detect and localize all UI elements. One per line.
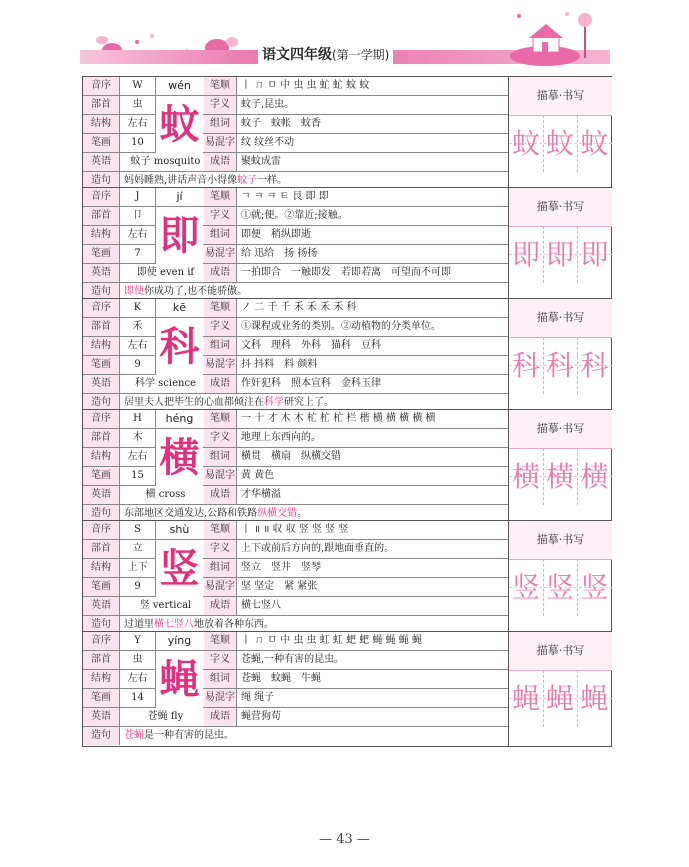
yinxu-value: H: [120, 410, 156, 428]
bushou-value: 木: [120, 429, 156, 447]
label-yingyu: 英语: [83, 153, 120, 171]
zaoju-highlight: 纵横交错: [257, 508, 298, 519]
yinxu-value: K: [120, 299, 156, 317]
bihua-value: 9: [120, 578, 156, 596]
jiegou-value: 左右: [120, 226, 156, 244]
trace-character[interactable]: 即: [509, 226, 544, 283]
practice-heading: 描摹·书写: [509, 632, 612, 671]
label-bushou: 部首: [83, 540, 120, 558]
label-bihua: 笔画: [83, 578, 120, 596]
label-yingyu: 英语: [83, 264, 120, 282]
label-jiegou: 结构: [83, 559, 120, 577]
bihua-value: 14: [120, 689, 156, 707]
label-yihunzi: 易混字: [204, 134, 237, 152]
yingyu-value: 即使 even if: [120, 264, 208, 282]
zuci-value: 竖立 竖井 竖琴: [241, 562, 321, 573]
label-bihua: 笔画: [83, 356, 120, 374]
zuci-value: 横贯 横扇 纵横交错: [241, 451, 341, 462]
label-ziyi: 字义: [204, 540, 237, 558]
label-bihua: 笔画: [83, 467, 120, 485]
label-bushou: 部首: [83, 429, 120, 447]
label-yinxu: 音序: [83, 77, 120, 95]
pinyin: shù: [156, 521, 203, 539]
label-yinxu: 音序: [83, 299, 120, 317]
big-character: 科: [156, 318, 203, 375]
practice-heading: 描摹·书写: [509, 410, 612, 449]
trace-character[interactable]: 即: [543, 226, 578, 283]
trace-character[interactable]: 蚊: [543, 115, 578, 172]
yihunzi-value: 黄 黄色: [241, 470, 275, 481]
label-chengyu: 成语: [204, 597, 237, 615]
trace-character[interactable]: 蚊: [580, 127, 609, 160]
label-zaoju: 造句: [83, 505, 120, 523]
label-zuci: 组词: [204, 448, 237, 466]
zaoju-pre: 过道里: [124, 619, 154, 630]
label-jiegou: 结构: [83, 337, 120, 355]
ziyi-value: 地理上东西向的。: [241, 432, 321, 443]
chengyu-value: 蝇营狗苟: [241, 711, 281, 722]
yinxu-value: W: [120, 77, 156, 95]
zaoju-highlight: 即使: [124, 286, 144, 297]
pinyin: yíng: [156, 632, 203, 650]
label-zuci: 组词: [204, 337, 237, 355]
big-character: 蝇: [156, 651, 203, 708]
label-yingyu: 英语: [83, 597, 120, 615]
label-bushou: 部首: [83, 207, 120, 225]
label-jiegou: 结构: [83, 448, 120, 466]
character-block: [82, 631, 612, 747]
label-bushou: 部首: [83, 651, 120, 669]
zuci-value: 苍蝇 蚊蝇 牛蝇: [241, 673, 321, 684]
label-bihua: 笔画: [83, 245, 120, 263]
label-bishun: 笔顺: [204, 632, 237, 650]
page-title: [258, 44, 393, 64]
label-zuci: 组词: [204, 670, 237, 688]
label-yingyu: 英语: [83, 375, 120, 393]
ziyi-value: ①就;便。②靠近;接触。: [241, 210, 348, 221]
bihua-value: 15: [120, 467, 156, 485]
label-bishun: 笔顺: [204, 299, 237, 317]
yihunzi-value: 坚 坚定 紧 紧张: [241, 581, 318, 592]
practice-heading: 描摹·书写: [509, 188, 612, 227]
label-jiegou: 结构: [83, 226, 120, 244]
big-character: 横: [156, 429, 203, 486]
trace-character[interactable]: 横: [509, 448, 544, 505]
zaoju-highlight: 苍蝇: [124, 730, 144, 741]
trace-character[interactable]: 横: [543, 448, 578, 505]
bishun-value: ノ 二 千 千 禾 禾 禾 禾 科: [241, 302, 357, 313]
pinyin: kē: [156, 299, 203, 317]
jiegou-value: 左右: [120, 670, 156, 688]
bishun-value: 丨 ㄇ ㅁ 中 虫 虫 虻 虻 蚊 蚊: [241, 80, 370, 91]
bishun-value: 丨 ㄇ ㅁ 中 虫 虫 虹 虹 蚆 蚆 蝇 蝇 蝇 蝇: [241, 635, 422, 646]
label-yinxu: 音序: [83, 632, 120, 650]
yinxu-value: J: [120, 188, 156, 206]
yingyu-value: 苍蝇 fly: [120, 708, 208, 726]
label-yinxu: 音序: [83, 410, 120, 428]
label-bishun: 笔顺: [204, 410, 237, 428]
practice-grid: [509, 337, 612, 394]
zaoju-post: 研究上了。: [284, 397, 334, 408]
zaoju-highlight: 科学: [264, 397, 284, 408]
ziyi-value: 蚊子,昆虫。: [241, 99, 295, 110]
yingyu-value: 科学 science: [120, 375, 208, 393]
yihunzi-value: 绳 绳子: [241, 692, 275, 703]
zaoju-pre: 居里夫人把毕生的心血都倾注在: [124, 397, 264, 408]
label-zuci: 组词: [204, 115, 237, 133]
label-zaoju: 造句: [83, 283, 120, 301]
zuci-value: 文科 理科 外科 猫科 豆科: [241, 340, 381, 351]
trace-character[interactable]: 即: [580, 238, 609, 271]
practice-area: [508, 521, 612, 635]
bushou-value: 立: [120, 540, 156, 558]
practice-grid: [509, 448, 612, 505]
character-block: [82, 187, 612, 303]
zaoju-pre: 妈妈睡熟,讲话声音小得像: [124, 175, 238, 186]
label-yinxu: 音序: [83, 521, 120, 539]
practice-grid: [509, 115, 612, 172]
character-block: [82, 520, 612, 636]
zaoju-post: 一样。: [257, 175, 288, 186]
yihunzi-value: 给 迅给 扬 扬扬: [241, 248, 318, 259]
zaoju-post: 。: [297, 508, 308, 519]
big-character: 即: [156, 207, 203, 264]
practice-grid: [509, 226, 612, 283]
label-jiegou: 结构: [83, 670, 120, 688]
yingyu-value: 蚊子 mosquito: [120, 153, 208, 171]
label-chengyu: 成语: [204, 708, 237, 726]
practice-area: [508, 410, 612, 524]
ziyi-value: 苍蝇,一种有害的昆虫。: [241, 654, 345, 665]
label-zuci: 组词: [204, 226, 237, 244]
trace-character[interactable]: 横: [580, 460, 609, 493]
practice-area: [508, 632, 612, 746]
practice-grid: [509, 559, 612, 616]
jiegou-value: 左右: [120, 115, 156, 133]
house-decoration-icon: [505, 8, 605, 68]
label-yingyu: 英语: [83, 486, 120, 504]
label-bihua: 笔画: [83, 689, 120, 707]
bushou-value: 禾: [120, 318, 156, 336]
character-block: [82, 409, 612, 525]
bushou-value: 虫: [120, 96, 156, 114]
zaoju-highlight: 横七竖八: [154, 619, 194, 630]
label-zaoju: 造句: [83, 172, 120, 190]
label-yihunzi: 易混字: [204, 578, 237, 596]
character-block: [82, 76, 612, 192]
chengyu-value: 一拍即合 一触即发 若即若离 可望而不可即: [241, 267, 451, 278]
zuci-value: 蚊子 蚊帐 蚊香: [241, 118, 321, 129]
label-bishun: 笔顺: [204, 188, 237, 206]
label-chengyu: 成语: [204, 153, 237, 171]
label-chengyu: 成语: [204, 264, 237, 282]
zaoju-post: 地放着各种东西。: [194, 619, 274, 630]
trace-character[interactable]: 蚊: [509, 115, 544, 172]
bushou-value: 虫: [120, 651, 156, 669]
ziyi-value: 上下或前后方向的,跟地面垂直的。: [241, 543, 395, 554]
trace-character[interactable]: 蝇: [580, 682, 609, 715]
yingyu-value: 横 cross: [120, 486, 208, 504]
practice-area: [508, 77, 612, 191]
title-text: 语文四年级: [262, 47, 332, 63]
zaoju-post: 是一种有害的昆虫。: [144, 730, 234, 741]
bushou-value: 卩: [120, 207, 156, 225]
pinyin: jí: [156, 188, 203, 206]
label-chengyu: 成语: [204, 486, 237, 504]
big-character: 竖: [156, 540, 203, 597]
label-bushou: 部首: [83, 318, 120, 336]
big-character: 蚊: [156, 96, 203, 153]
bishun-value: 丨 ॥ ॥ 収 収 竖 竖 竖 竖: [241, 524, 349, 535]
trace-character[interactable]: 竖: [580, 571, 609, 604]
bihua-value: 7: [120, 245, 156, 263]
jiegou-value: 左右: [120, 337, 156, 355]
label-chengyu: 成语: [204, 375, 237, 393]
ziyi-value: ①课程或业务的类别。②动植物的分类单位。: [241, 321, 441, 332]
label-ziyi: 字义: [204, 651, 237, 669]
label-ziyi: 字义: [204, 318, 237, 336]
pinyin: wén: [156, 77, 203, 95]
trace-character[interactable]: 蝇: [543, 670, 578, 727]
label-yihunzi: 易混字: [204, 245, 237, 263]
chengyu-value: 作奸犯科 照本宣科 金科玉律: [241, 378, 381, 389]
label-zuci: 组词: [204, 559, 237, 577]
pinyin: héng: [156, 410, 203, 428]
zaoju-highlight: 蚊子: [237, 175, 258, 186]
practice-area: [508, 299, 612, 413]
zaoju-pre: 东部地区交通发达,公路和铁路: [124, 508, 258, 519]
label-zaoju: 造句: [83, 727, 120, 745]
practice-grid: [509, 670, 612, 727]
practice-heading: 描摹·书写: [509, 77, 612, 116]
label-bishun: 笔顺: [204, 77, 237, 95]
label-ziyi: 字义: [204, 207, 237, 225]
practice-heading: 描摹·书写: [509, 299, 612, 338]
chengyu-value: 聚蚊成雷: [241, 156, 281, 167]
zaoju-post: 你成功了,也不能骄傲。: [144, 286, 248, 297]
label-yihunzi: 易混字: [204, 689, 237, 707]
label-zaoju: 造句: [83, 394, 120, 412]
yinxu-value: S: [120, 521, 156, 539]
yihunzi-value: 抖 抖料 料 颜料: [241, 359, 318, 370]
practice-heading: 描摹·书写: [509, 521, 612, 560]
label-jiegou: 结构: [83, 115, 120, 133]
label-ziyi: 字义: [204, 429, 237, 447]
label-yihunzi: 易混字: [204, 467, 237, 485]
bishun-value: 一 十 才 木 木 杧 杧 杧 栏 楷 横 横 横 横 横: [241, 413, 436, 424]
yinxu-value: Y: [120, 632, 156, 650]
chengyu-value: 才华横溢: [241, 489, 281, 500]
label-bishun: 笔顺: [204, 521, 237, 539]
zaoju-sentence: [120, 727, 512, 745]
trace-character[interactable]: 科: [509, 337, 544, 394]
yihunzi-value: 纹 纹丝不动: [241, 137, 295, 148]
jiegou-value: 上下: [120, 559, 156, 577]
label-bihua: 笔画: [83, 134, 120, 152]
label-ziyi: 字义: [204, 96, 237, 114]
trace-character[interactable]: 科: [580, 349, 609, 382]
trace-character[interactable]: 科: [543, 337, 578, 394]
bishun-value: ㄱ ㅋ ㅋ ㅌ 艮 即 即: [241, 191, 329, 202]
label-bushou: 部首: [83, 96, 120, 114]
trace-character[interactable]: 竖: [509, 559, 544, 616]
yingyu-value: 竖 vertical: [120, 597, 208, 615]
bihua-value: 9: [120, 356, 156, 374]
label-yingyu: 英语: [83, 708, 120, 726]
title-subtitle: (第一学期): [332, 48, 390, 62]
page-number: — 43 —: [319, 832, 370, 847]
trace-character[interactable]: 竖: [543, 559, 578, 616]
zuci-value: 即便 稍纵即逝: [241, 229, 311, 240]
label-yinxu: 音序: [83, 188, 120, 206]
trace-character[interactable]: 蝇: [509, 670, 544, 727]
character-block: [82, 298, 612, 414]
label-zaoju: 造句: [83, 616, 120, 634]
bihua-value: 10: [120, 134, 156, 152]
label-yihunzi: 易混字: [204, 356, 237, 374]
chengyu-value: 横七竖八: [241, 600, 281, 611]
practice-area: [508, 188, 612, 302]
page-header: [0, 0, 689, 75]
jiegou-value: 左右: [120, 448, 156, 466]
